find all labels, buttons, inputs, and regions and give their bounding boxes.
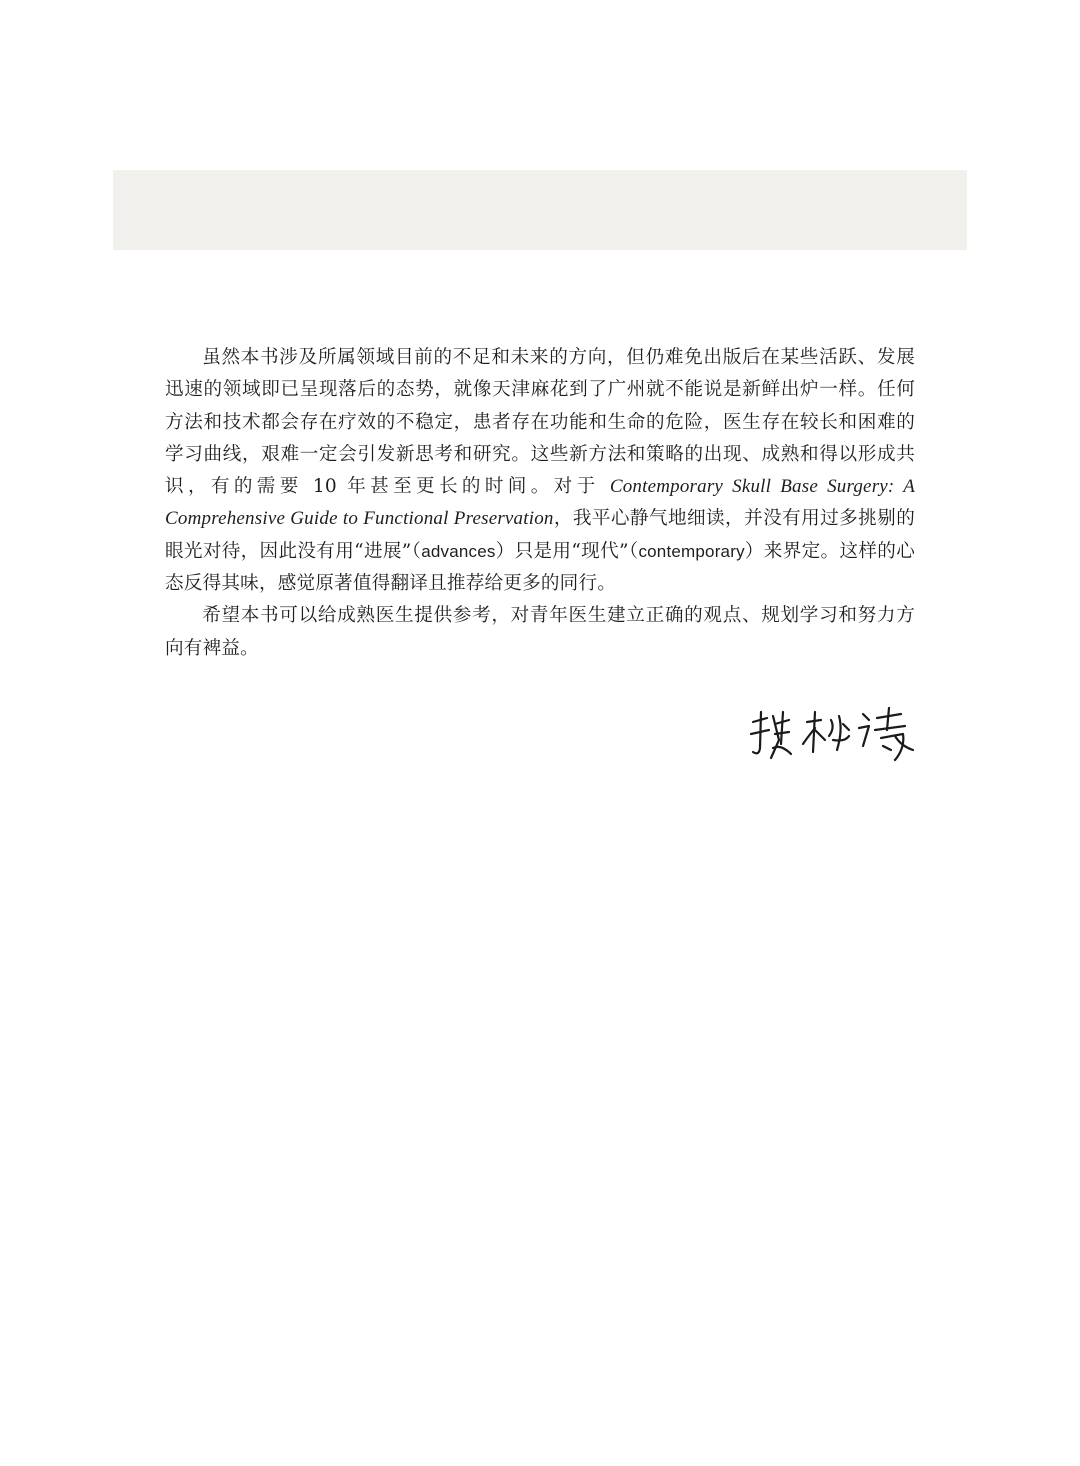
book-title: Contemporary Skull Base Surgery: A Comprehensive Guide to Functional Preservation <box>165 476 916 530</box>
text-run: 希望本书可以给成熟医生提供参考，对青年医生建立正确的观点、规划学习和努力方向有裨益。 <box>165 605 915 659</box>
paragraph-1 <box>165 342 915 600</box>
english-term: advances <box>421 541 496 561</box>
paragraph-2 <box>165 600 915 665</box>
english-term: contemporary <box>638 541 745 561</box>
preface-body <box>165 342 915 665</box>
text-run: ）来界定。这样的心态反得其味，感觉原著值得翻译且推荐给更多的同行。 <box>165 540 915 595</box>
handwritten-signature <box>745 700 925 770</box>
text-run: ）只是用“现代”（ <box>495 540 639 562</box>
text-run: 虽然本书涉及所属领域目前的不足和未来的方向，但仍难免出版后在某些活跃、发展迅速的领域即已呈现落后的态势，就像天津麻花到了广州就不能说是新鲜出炉一样。任何方法和技术都会存在疗效的不稳定，患者存在功能和生命的危险，医生存在较长和困难的学习曲线，艰难一定会引发新思考和研究。这些新方法和策略的出现、成熟和得以形成共识，有的需要 10 年甚至更长的时间。对于 <box>165 347 915 498</box>
header-band <box>113 170 967 250</box>
text-run: ，我平心静气地细读，并没有用过多挑剔的眼光对待，因此没有用“进展”（ <box>165 508 915 562</box>
